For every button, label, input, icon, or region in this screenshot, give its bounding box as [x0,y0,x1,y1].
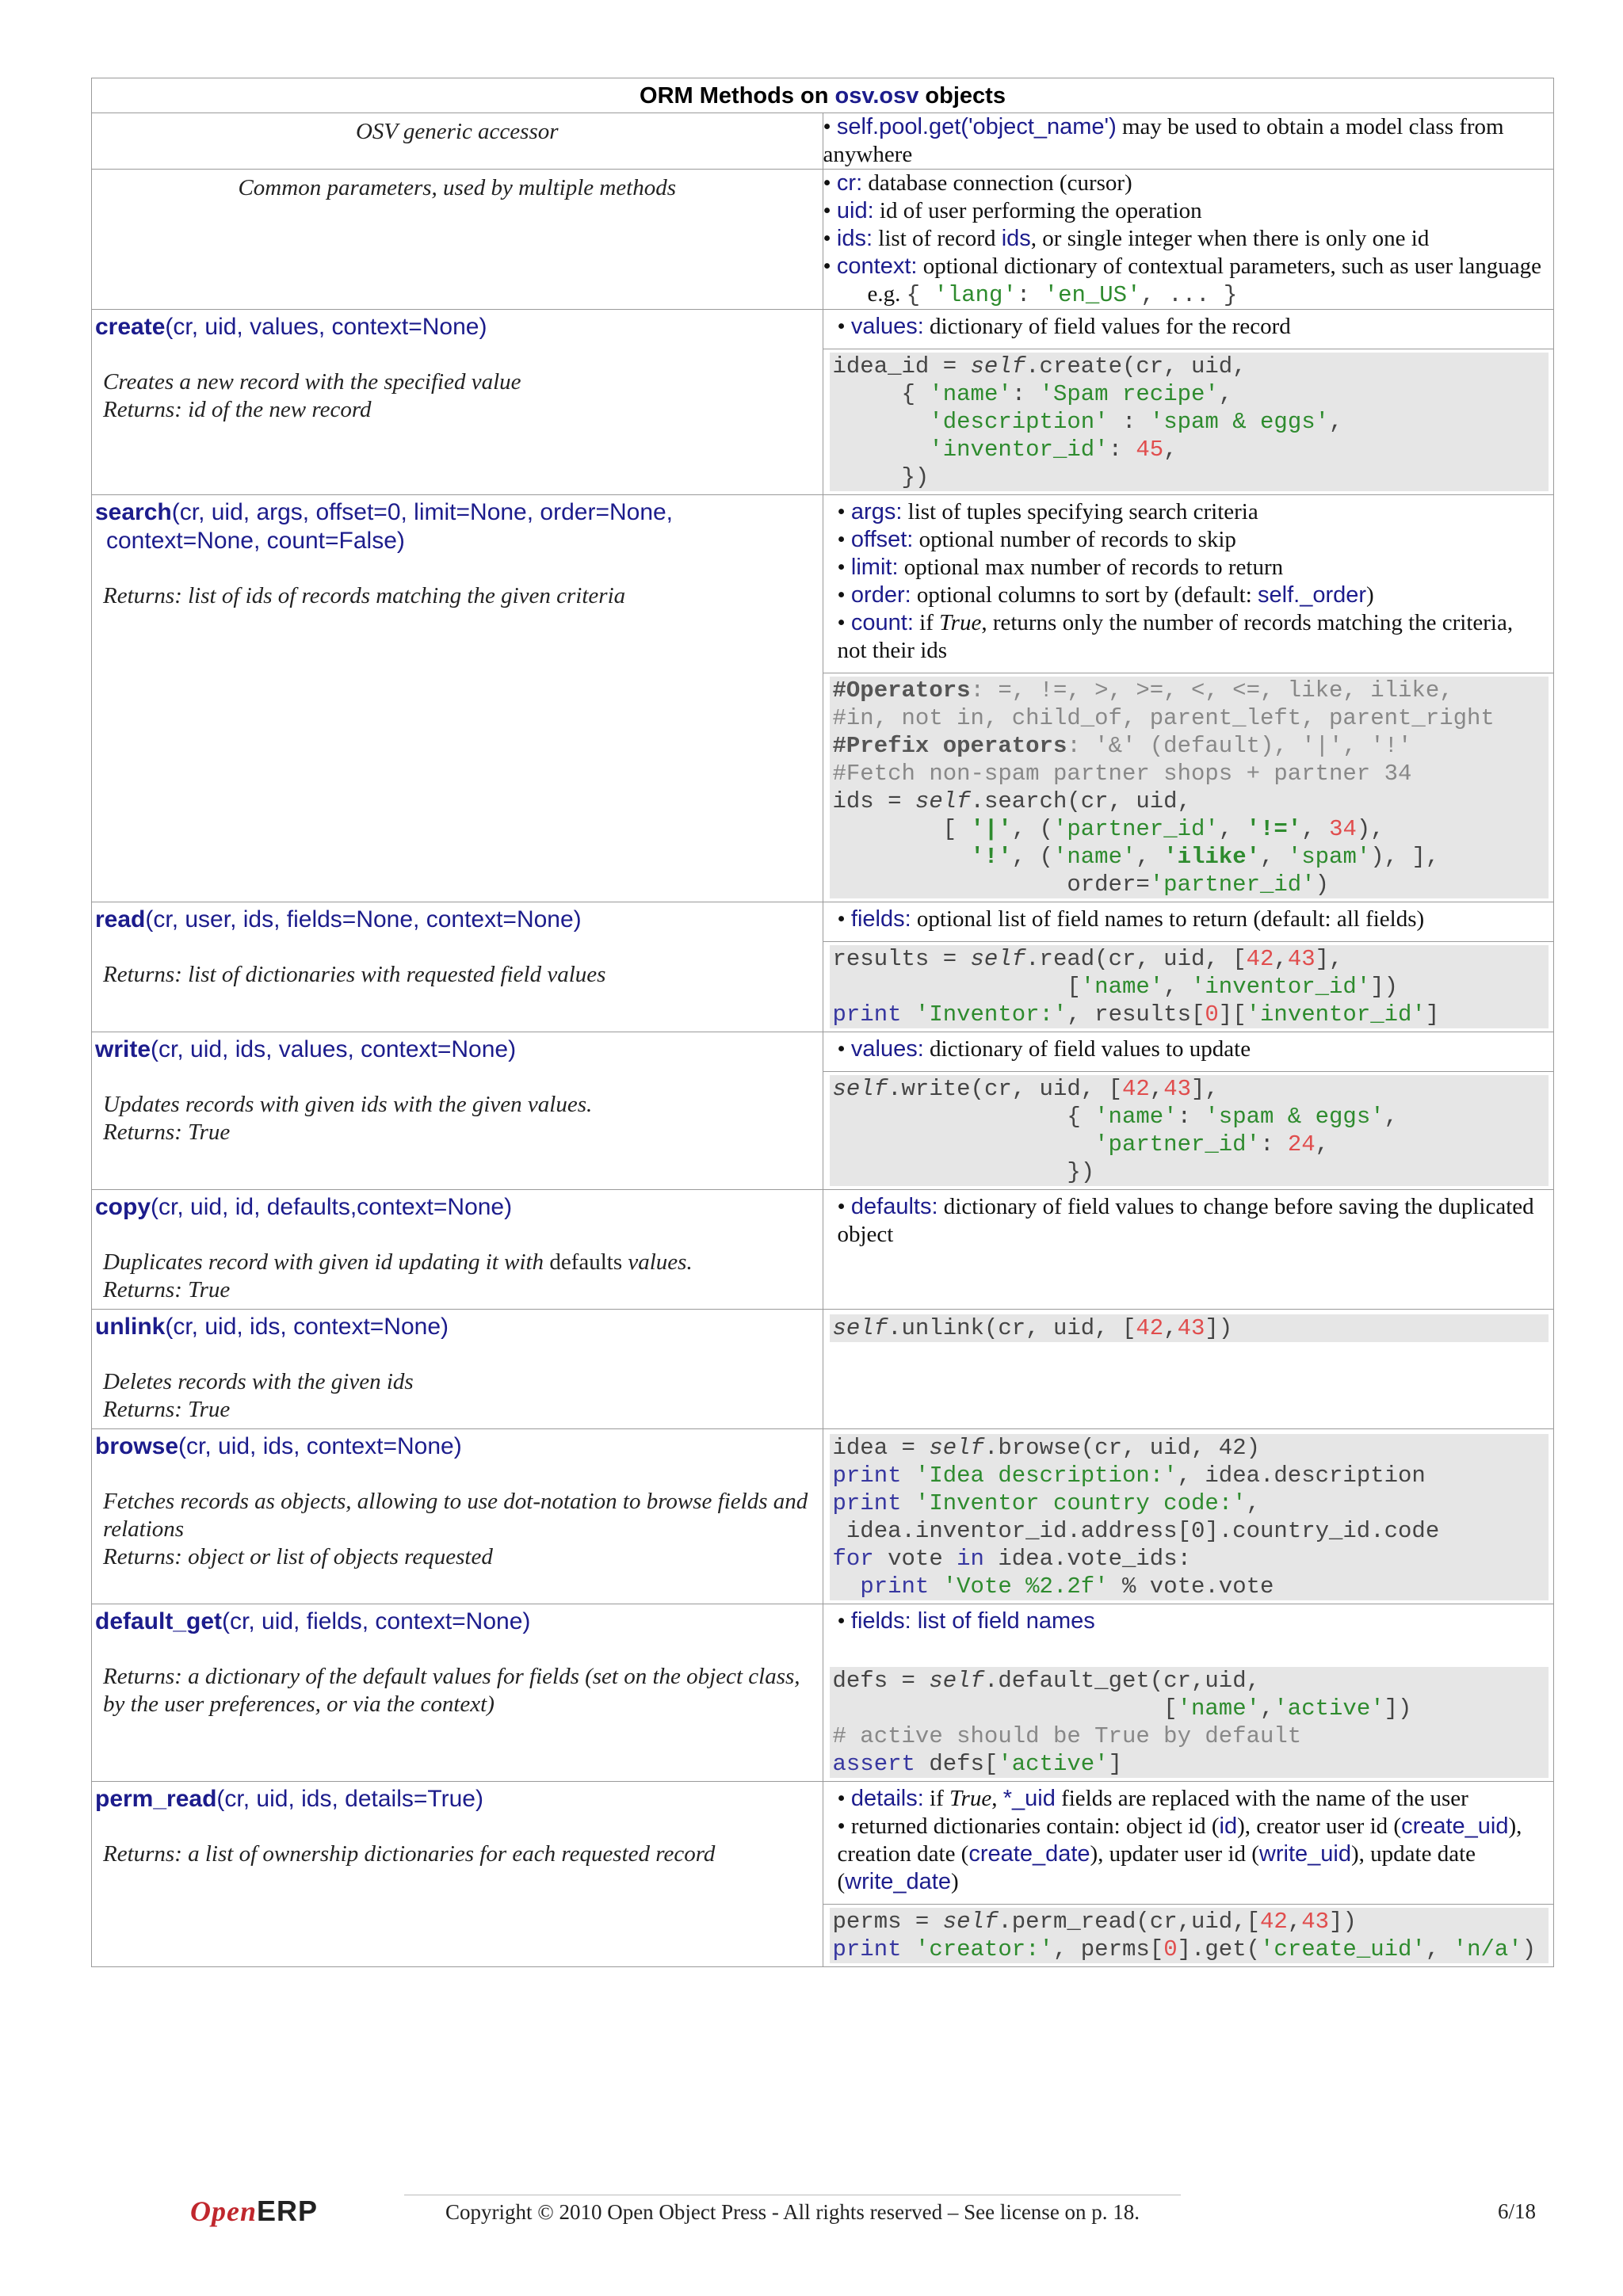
param-key: ids [1001,226,1031,251]
browse-detail-cell [823,1429,1554,1604]
param-key: create_uid [1401,1814,1509,1839]
search-code-example: #Operators: =, !=, >, >=, <, <=, like, ilike, #in, not in, child_of, parent_left, parent_right #Prefix operators: '&' (default), '|', '!' #Fetch non-spam partner shops + partner 34 ids = self.search(cr, uid, [ '|', ('partner_id', '!=', 34), '!', ('name', 'ilike', 'spam'), ], order='partner_id') [830,677,1549,898]
create-bullet: • values: dictionary of field values for the record [837,314,1291,339]
list-item: • offset: optional number of records to skip [837,527,1236,552]
param-key: fields: list of field names [850,1608,1095,1634]
read-detail-cell [823,902,1554,1032]
param-text: list of tuples specifying search criteria [902,499,1258,524]
desc-line: Returns: list of ids of records matching the given criteria [103,583,626,608]
example-label: e.g. [867,281,901,307]
list-item: • context: optional dictionary of contextual parameters, such as user language [823,254,1542,279]
param-key: write_uid [1258,1841,1351,1867]
read-bullet: • fields: optional list of field names to return (default: all fields) [837,906,1425,932]
search-detail-cell [823,495,1554,902]
perm-read-method-cell [92,1782,823,1967]
desc-line: Returns: a dictionary of the default values for fields (set on the object class, by the user preferences, or via the context) [103,1664,800,1717]
table-row [92,1604,1554,1782]
method-args: (cr, uid, args, offset=0, limit=None, order=None, [171,499,674,525]
param-text: list of record [873,226,1002,251]
table-row [92,902,1554,1032]
perm-read-code-example: perms = self.perm_read(cr,uid,[42,43]) print 'creator:', perms[0].get('create_uid', 'n/a') [830,1908,1549,1963]
method-name: read [95,906,146,933]
default-get-detail-cell [823,1604,1554,1782]
unlink-detail-cell [823,1310,1554,1429]
param-key: context: [836,254,918,279]
default-get-description [92,1636,823,1723]
accessor-label: OSV generic accessor [92,113,823,170]
param-key: cr: [836,170,863,196]
param-text: if [923,1786,950,1811]
param-key: ids: [836,226,873,251]
desc-line [103,1249,815,1276]
search-signature [92,495,823,555]
read-signature [92,902,823,934]
search-method-cell [92,495,823,902]
param-text: , or single integer when there is only one id [1030,226,1430,251]
param-text: if [913,610,940,635]
param-key: defaults: [850,1194,938,1219]
write-detail-cell [823,1032,1554,1190]
orm-methods-table [91,78,1554,1967]
desc-line: Deletes records with the given ids [103,1369,414,1394]
param-key: write_date [845,1869,951,1894]
create-description [92,341,823,429]
table-row [92,1310,1554,1429]
desc-part: defaults [549,1249,623,1275]
method-name: perm_read [95,1786,217,1812]
title-object: osv.osv [834,83,919,109]
read-code-example: results = self.read(cr, uid, [42,43], ['name', 'inventor_id']) print 'Inventor:', results[0]['inventor_id'] [830,945,1549,1028]
desc-line: Returns: object or list of objects requested [103,1544,493,1569]
default-get-signature [92,1604,823,1636]
desc-line: Returns: id of the new record [103,397,372,422]
desc-part: values. [622,1249,693,1275]
param-italic: True [939,610,982,635]
copy-method-cell [92,1190,823,1310]
table-row [92,113,1554,170]
accessor-desc: • self.pool.get('object_name') may be used to obtain a model class from anywhere [823,113,1554,170]
unlink-signature [92,1310,823,1341]
param-key: fields: [850,906,911,932]
param-text: returned dictionaries contain: object id ( [850,1814,1220,1839]
browse-signature [92,1429,823,1461]
param-key: args: [850,499,903,524]
method-args: (cr, uid, values, context=None) [165,314,487,340]
param-key: limit: [850,555,899,580]
create-code-example: idea_id = self.create(cr, uid, { 'name': 'Spam recipe', 'description' : 'spam & eggs', 'inventor_id': 45, }) [830,353,1549,491]
table-row [92,1782,1554,1967]
copyright-text: Copyright © 2010 Open Object Press - All rights reserved – See license on p. 18. [404,2195,1181,2225]
browse-description [92,1461,823,1576]
method-name: write [95,1036,151,1062]
method-args: context=None, count=False) [106,528,405,554]
divider [823,941,1554,942]
title-prefix: ORM Methods on [640,83,835,109]
unlink-description [92,1341,823,1428]
param-text: ) [1366,582,1374,608]
common-label: Common parameters, used by multiple methods [92,170,823,310]
accessor-code: self.pool.get('object_name') [836,114,1117,139]
openerp-logo [190,2195,318,2228]
method-name: unlink [95,1314,166,1340]
copy-detail-cell [823,1190,1554,1310]
param-key: values: [850,314,924,339]
param-text: dictionary of field values for the record [923,314,1291,339]
desc-part: Duplicates record with given id updating it with [103,1249,550,1275]
param-text: optional dictionary of contextual parameters, such as user language [917,254,1542,279]
browse-code-example: idea = self.browse(cr, uid, 42) print 'Idea description:', idea.description print 'Inventor country code:', idea.inventor_id.address[0].country_id.code for vote in idea.vote_ids: print 'Vote %2.2f' % vote.vote [830,1434,1549,1600]
copy-bullet: • defaults: dictionary of field values to change before saving the duplicated object [837,1194,1534,1247]
copy-signature [92,1190,823,1222]
method-args: (cr, uid, ids, context=None) [165,1314,449,1340]
create-signature [92,310,823,341]
search-description [92,555,823,615]
method-args: (cr, uid, ids, values, context=None) [151,1036,517,1062]
create-method-cell [92,310,823,495]
list-item: • limit: optional max number of records to return [837,555,1284,580]
default-get-bullet: • fields: list of field names [837,1608,1095,1634]
table-row [92,170,1554,310]
orm-methods-sheet [91,78,1554,1967]
unlink-method-cell [92,1310,823,1429]
default-get-method-cell [92,1604,823,1782]
method-args: (cr, uid, id, defaults,context=None) [151,1194,513,1220]
logo-open: Open [190,2195,257,2227]
param-text: ), creation date ( [837,1814,1522,1867]
write-method-cell [92,1032,823,1190]
param-text: dictionary of field values to update [923,1036,1251,1062]
table-row [92,495,1554,902]
browse-method-cell [92,1429,823,1604]
unlink-code-example: self.unlink(cr, uid, [42,43]) [830,1314,1549,1342]
param-key: uid: [836,198,874,223]
list-item: • ids: list of record ids, or single integer when there is only one id [823,226,1430,251]
param-key: values: [850,1036,924,1062]
logo-erp: ERP [257,2195,319,2227]
desc-line: Updates records with given ids with the given values. [103,1092,593,1117]
default-get-code-example: defs = self.default_get(cr,uid, ['name','active']) # active should be True by default assert defs['active'] [830,1667,1549,1778]
perm-read-description [92,1814,823,1873]
table-header-row [92,78,1554,113]
method-name: browse [95,1433,179,1459]
param-text: optional number of records to skip [913,527,1236,552]
accessor-text: may be used to obtain a model class from anywhere [823,114,1504,167]
param-text: database connection (cursor) [862,170,1132,196]
param-key: count: [850,610,914,635]
method-args: (cr, uid, fields, context=None) [222,1608,531,1634]
list-item: • count: if True, returns only the number of records matching the criteria, not their ids [837,610,1514,663]
desc-line: Returns: True [103,1119,231,1145]
param-key: order: [850,582,911,608]
title-suffix: objects [918,83,1006,109]
param-text: ) [950,1869,959,1894]
example-line [823,280,1554,309]
method-name: copy [95,1194,151,1220]
perm-read-bullets [823,1782,1554,1901]
param-text: id of user performing the operation [873,198,1202,223]
method-name: default_get [95,1608,223,1634]
param-text: ), updater user id ( [1090,1841,1259,1867]
table-row [92,1032,1554,1190]
param-key: *_uid [1002,1786,1056,1811]
table-row [92,1190,1554,1310]
write-signature [92,1032,823,1064]
desc-line: Fetches records as objects, allowing to use dot-notation to browse fields and relations [103,1489,808,1542]
page-number: 6/18 [1497,2199,1536,2223]
method-args: (cr, user, ids, fields=None, context=None) [145,906,582,933]
perm-read-signature [92,1782,823,1814]
perm-read-detail-cell [823,1782,1554,1967]
param-text: , [991,1786,1003,1811]
param-key: offset: [850,527,914,552]
param-text: optional columns to sort by (default: [911,582,1258,608]
write-code-example: self.write(cr, uid, [42,43], { 'name': 'spam & eggs', 'partner_id': 24, }) [830,1075,1549,1186]
desc-line: Returns: True [103,1277,231,1302]
page-footer [0,2195,1623,2242]
list-item: • returned dictionaries contain: object id (id), creator user id (create_uid), creation date (create_date), updater user id (write_uid), update date (write_date) [837,1814,1522,1894]
create-detail-cell [823,310,1554,495]
param-italic: True [949,1786,992,1811]
write-bullet: • values: dictionary of field values to update [837,1036,1251,1062]
param-key: self._order [1258,582,1367,608]
table-row [92,1429,1554,1604]
read-description [92,934,823,994]
param-text: ), creator user id ( [1237,1814,1402,1839]
divider [823,1904,1554,1905]
list-item: • cr: database connection (cursor) [823,170,1132,196]
write-description [92,1064,823,1151]
param-text: dictionary of field values to change before saving the duplicated object [837,1194,1534,1247]
list-item: • order: optional columns to sort by (default: self._order) [837,582,1374,608]
method-name: search [95,499,172,525]
desc-line: Returns: True [103,1397,231,1422]
param-key: id [1219,1814,1238,1839]
table-row [92,310,1554,495]
search-bullets [823,495,1554,669]
desc-line: Returns: list of dictionaries with requested field values [103,962,606,987]
param-text: fields are replaced with the name of the user [1055,1786,1468,1811]
list-item: • uid: id of user performing the operation [823,198,1202,223]
desc-line: Creates a new record with the specified value [103,369,521,395]
table-title [92,78,1554,113]
example-code: { 'lang': 'en_US', ... } [906,282,1238,308]
param-text: optional max number of records to return [898,555,1284,580]
param-text: optional list of field names to return (default: all fields) [911,906,1425,932]
param-key: create_date [968,1841,1090,1867]
param-text: , returns only the number of records matching the criteria, not their ids [837,610,1514,663]
divider [823,1071,1554,1072]
copy-description [92,1222,823,1309]
method-args: (cr, uid, ids, details=True) [216,1786,483,1812]
read-method-cell [92,902,823,1032]
method-args: (cr, uid, ids, context=None) [178,1433,462,1459]
param-key: details: [850,1786,924,1811]
list-item: • details: if True, *_uid fields are replaced with the name of the user [837,1786,1468,1811]
method-name: create [95,314,166,340]
param-text: ), update date ( [837,1841,1476,1894]
common-params [823,170,1554,310]
list-item: • args: list of tuples specifying search criteria [837,499,1258,524]
desc-line: Returns: a list of ownership dictionaries for each requested record [103,1841,716,1867]
